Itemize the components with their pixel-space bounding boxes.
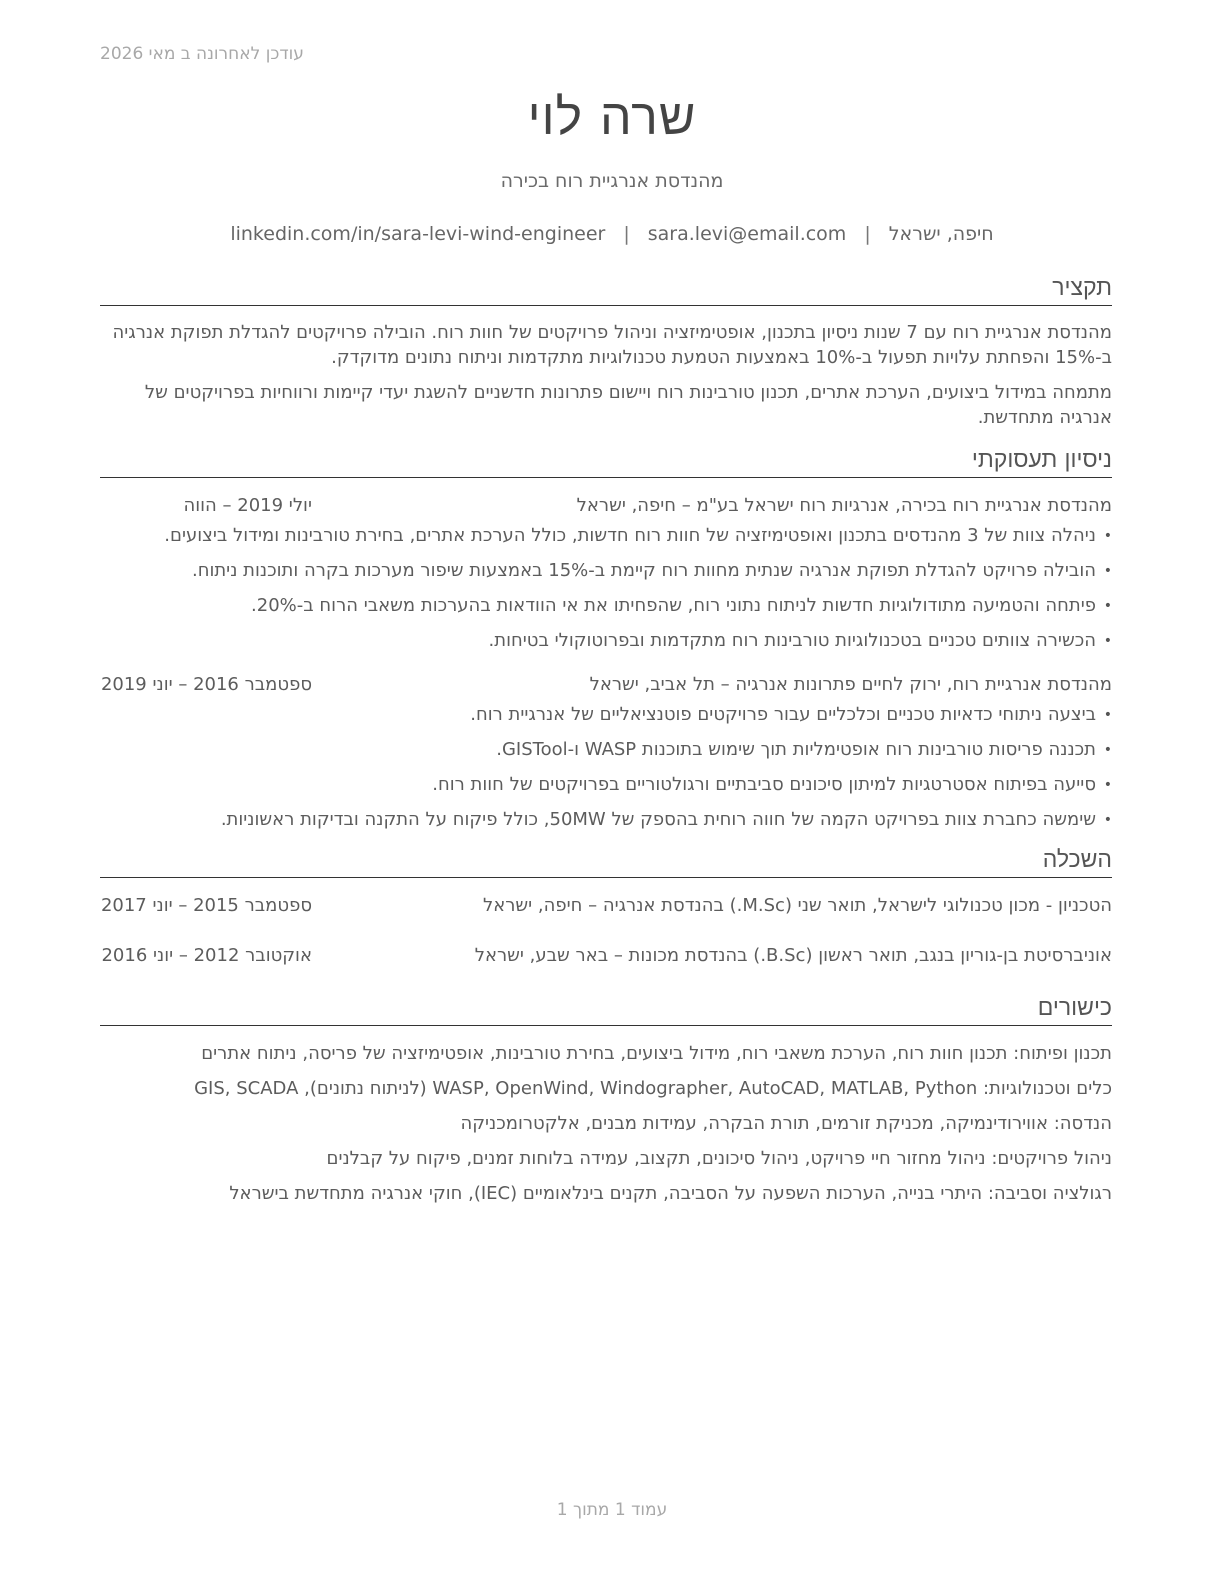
contact-line [0,223,1224,245]
job-bullet: • תכננה פריסות טורבינות רוח אופטימליות תוך שימוש בתוכנות WASP ו-GISTool. [100,736,1112,764]
email-link[interactable]: sara.levi@email.com [647,223,847,245]
job-bullet: • סייעה בפיתוח אסטרטגיות למיתון סיכונים סביבתיים ורגולטוריים בפרויקטים של חוות רוח. [100,771,1112,799]
section-heading-experience: ניסיון תעסוקתי [100,444,1112,478]
skill-line: תכנון ופיתוח: תכנון חוות רוח, הערכת משאבי רוח, מידול ביצועים, בחירת טורבינות, אופטימיזציה של פריסה, ניתוח אתרים [201,1043,1112,1064]
skills-section [100,992,1112,1208]
job-title: מהנדסת אנרגיית רוח בכירה, אנרגיות רוח ישראל בע"מ – חיפה, ישראל [576,495,1112,516]
last-updated: עודכן לאחרונה ב מאי 2026 [100,44,304,64]
section-heading-skills: כישורים [100,992,1112,1026]
skill-line: רגולציה וסביבה: היתרי בנייה, הערכות השפעה על הסביבה, תקנים בינלאומיים (IEC), חוקי אנרגיה מתחדשת בישראל [229,1183,1112,1204]
contact-separator: | [623,223,630,245]
job-header [100,671,1112,699]
linkedin-link[interactable]: linkedin.com/in/sara-levi-wind-engineer [230,223,606,245]
skill-line: כלים וטכנולוגיות: WASP, OpenWind, Windographer, AutoCAD, MATLAB, Python (לניתוח נתונים), GIS, SCADA [194,1078,1112,1099]
candidate-title: מהנדסת אנרגיית רוח בכירה [500,170,724,192]
job-dates: יולי 2019 – הווה [183,495,312,516]
summary-paragraph: מתמחה במידול ביצועים, הערכת אתרים, תכנון טורבינות רוח ויישום פתרונות חדשניים להשגת יעדי קיימות ורווחיות בפרויקטים של אנרגיה מתחדשת. [144,382,1112,428]
job-entry [100,492,1112,655]
contact-separator: | [864,223,871,245]
job-bullet: • פיתחה והטמיעה מתודולוגיות חדשות לניתוח נתוני רוח, שהפחיתו את אי הוודאות בהערכות משאבי הרוח ב-20%. [100,592,1112,620]
job-title: מהנדסת אנרגיית רוח, ירוק לחיים פתרונות אנרגיה – תל אביב, ישראל [589,674,1112,695]
job-bullet: • ניהלה צוות של 3 מהנדסים בתכנון ואופטימיזציה של חוות רוח חדשות, כולל הערכת אתרים, בחירת טורבינות ומידול ביצועים. [100,522,1112,550]
summary-section [100,272,1112,430]
job-bullets [100,522,1112,655]
job-bullets [100,701,1112,834]
job-dates: ספטמבר 2016 – יוני 2019 [100,674,312,695]
education-degree: אוניברסיטת בן-גוריון בנגב, תואר ראשון (B.Sc.) בהנדסת מכונות – באר שבע, ישראל [474,945,1112,966]
job-bullet: • ביצעה ניתוחי כדאיות טכניים וכלכליים עבור פרויקטים פוטנציאליים של אנרגיית רוח. [100,701,1112,729]
job-entry [100,671,1112,834]
education-section [100,844,1112,970]
summary-paragraph: מהנדסת אנרגיית רוח עם 7 שנות ניסיון בתכנון, אופטימיזציה וניהול פרויקטים של חוות רוח. הובילה פרויקטים להגדלת תפוקת אנרגיה ב-15% והפחתת עלויות תפעול ב-10% באמצעות הטמעת טכנולוגיות מתקדמות וניתוח נתונים מדוקדק. [112,322,1112,368]
education-degree: הטכניון - מכון טכנולוגי לישראל, תואר שני (M.Sc.) בהנדסת אנרגיה – חיפה, ישראל [482,895,1112,916]
education-dates: ספטמבר 2015 – יוני 2017 [100,895,312,916]
page-number: עמוד 1 מתוך 1 [556,1500,668,1520]
skill-line: הנדסה: אווירודינמיקה, מכניקת זורמים, תורת הבקרה, עמידות מבנים, אלקטרומכניקה [460,1113,1112,1134]
job-header [100,492,1112,520]
job-bullet: • שימשה כחברת צוות בפרויקט הקמה של חווה רוחית בהספק של 50MW, כולל פיקוח על התקנה ובדיקות ראשוניות. [100,806,1112,834]
skill-line: ניהול פרויקטים: ניהול מחזור חיי פרויקט, ניהול סיכונים, תקצוב, עמידה בלוחות זמנים, פיקוח על קבלנים [326,1148,1112,1169]
section-heading-education: השכלה [100,844,1112,878]
education-entry [100,892,1112,920]
candidate-name: שרה לוי [527,88,697,146]
location: חיפה, ישראל [888,223,994,245]
experience-section [100,444,1112,834]
job-bullet: • הכשירה צוותים טכניים בטכנולוגיות טורבינות רוח מתקדמות ובפרוטוקולי בטיחות. [100,627,1112,655]
education-dates: אוקטובר 2012 – יוני 2016 [101,945,312,966]
job-bullet: • הובילה פרויקט להגדלת תפוקת אנרגיה שנתית מחוות רוח קיימת ב-15% באמצעות שיפור מערכות בקרה ותוכנות ניתוח. [100,557,1112,585]
section-heading-summary: תקציר [100,272,1112,306]
resume-content [100,272,1112,1215]
education-entry [100,942,1112,970]
